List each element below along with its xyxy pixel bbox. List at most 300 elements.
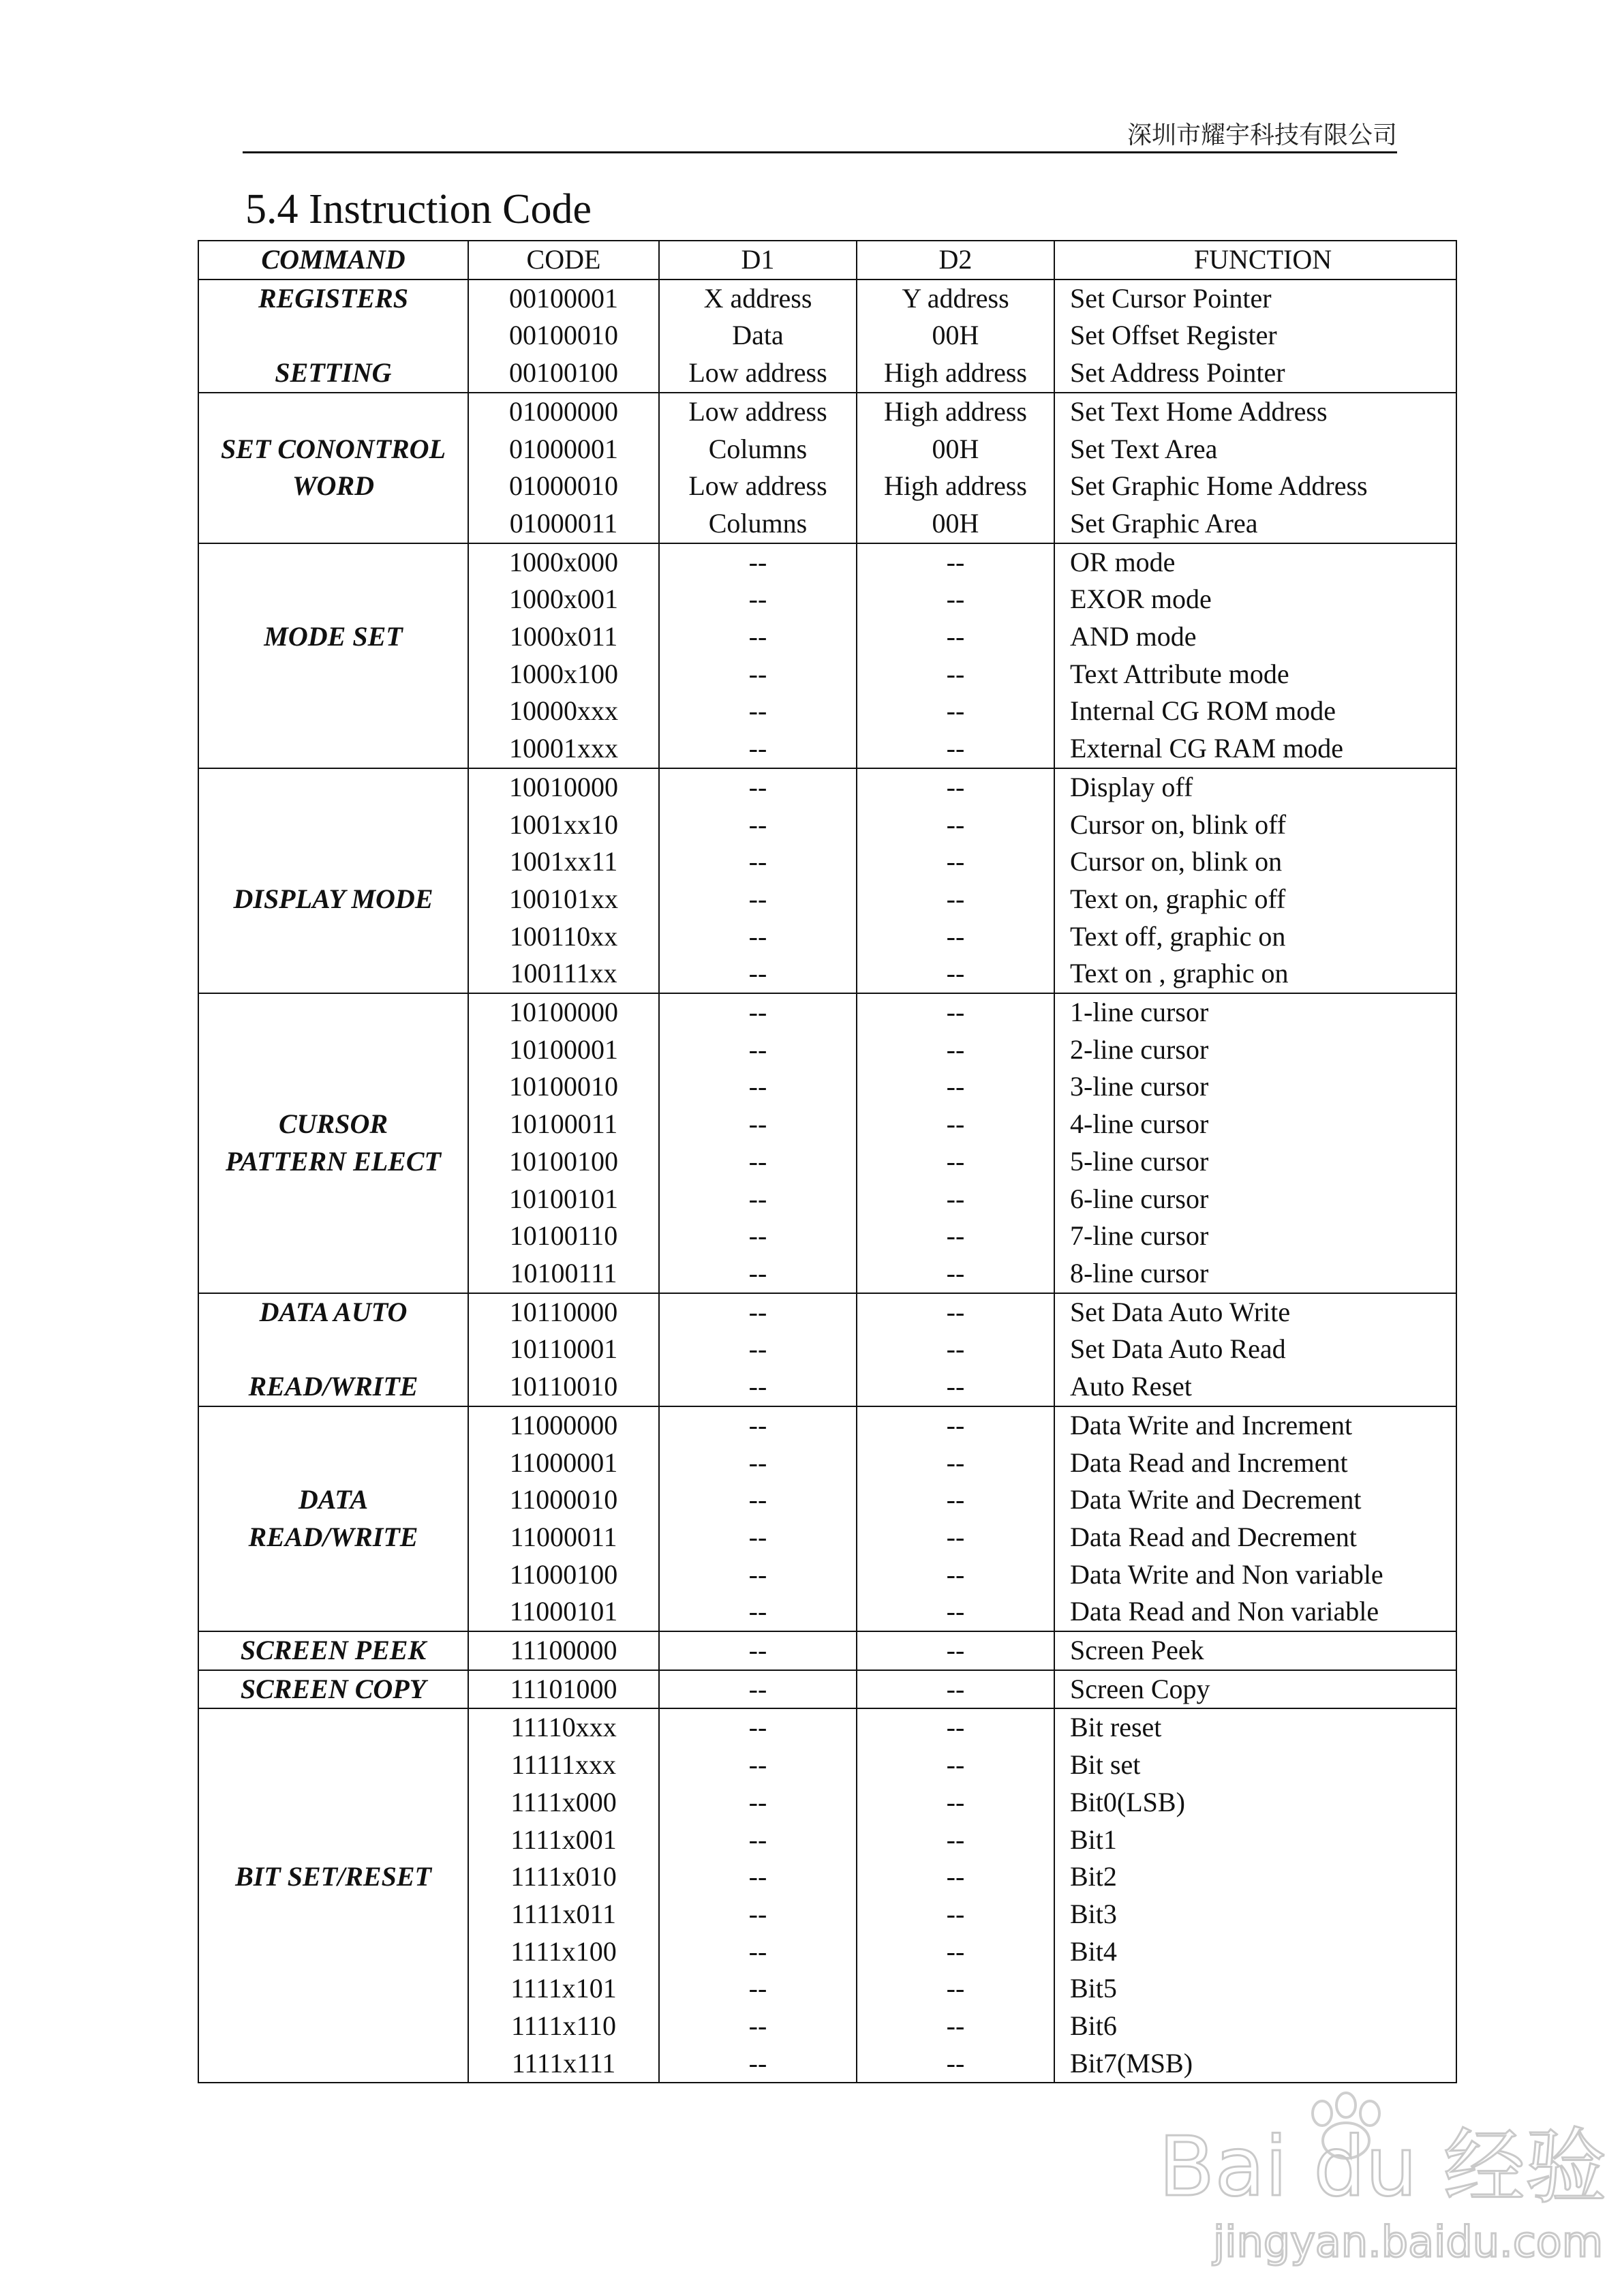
- d2-cell: --: [857, 1670, 1054, 1709]
- function-cell: Bit reset: [1054, 1708, 1456, 1747]
- table-row: [198, 393, 1456, 431]
- d2-cell: High address: [857, 468, 1054, 505]
- table-row: [198, 1519, 1456, 1556]
- table-row: [198, 1031, 1456, 1069]
- d1-cell: --: [659, 1031, 857, 1069]
- column-header-command: COMMAND: [198, 241, 468, 280]
- d2-cell: --: [857, 1218, 1054, 1255]
- d2-cell: --: [857, 1858, 1054, 1896]
- column-header-d2: D2: [857, 241, 1054, 280]
- d2-cell: --: [857, 918, 1054, 956]
- command-cell: [198, 1896, 468, 1933]
- function-cell: Set Data Auto Write: [1054, 1293, 1456, 1331]
- table-row: [198, 955, 1456, 993]
- function-cell: Screen Copy: [1054, 1670, 1456, 1709]
- function-cell: Text on , graphic on: [1054, 955, 1456, 993]
- command-cell: PATTERN ELECT: [198, 1143, 468, 1181]
- table-row: [198, 1368, 1456, 1406]
- command-cell: SCREEN PEEK: [198, 1631, 468, 1670]
- command-cell: [198, 1255, 468, 1293]
- table-row: [198, 1068, 1456, 1106]
- d2-cell: --: [857, 1031, 1054, 1069]
- function-cell: Data Write and Non variable: [1054, 1556, 1456, 1594]
- function-cell: Set Address Pointer: [1054, 354, 1456, 393]
- table-row: [198, 1933, 1456, 1971]
- d2-cell: --: [857, 1181, 1054, 1218]
- code-cell: 1001xx10: [468, 806, 659, 844]
- table-row: [198, 768, 1456, 806]
- command-cell: READ/WRITE: [198, 1368, 468, 1406]
- function-cell: Internal CG ROM mode: [1054, 693, 1456, 730]
- d1-cell: --: [659, 543, 857, 581]
- d1-cell: Data: [659, 317, 857, 354]
- table-row: [198, 806, 1456, 844]
- command-cell: [198, 768, 468, 806]
- table-row: [198, 693, 1456, 730]
- command-cell: [198, 543, 468, 581]
- function-cell: Bit2: [1054, 1858, 1456, 1896]
- code-cell: 10010000: [468, 768, 659, 806]
- function-cell: Bit0(LSB): [1054, 1784, 1456, 1822]
- function-cell: Set Text Home Address: [1054, 393, 1456, 431]
- d2-cell: --: [857, 1593, 1054, 1631]
- function-cell: 7-line cursor: [1054, 1218, 1456, 1255]
- d1-cell: --: [659, 1255, 857, 1293]
- function-cell: Text on, graphic off: [1054, 881, 1456, 918]
- d2-cell: --: [857, 1970, 1054, 2008]
- table-row: [198, 918, 1456, 956]
- d2-cell: --: [857, 1293, 1054, 1331]
- d1-cell: --: [659, 1784, 857, 1822]
- command-cell: SCREEN COPY: [198, 1670, 468, 1709]
- d1-cell: --: [659, 1896, 857, 1933]
- table-row: [198, 843, 1456, 881]
- command-cell: SETTING: [198, 354, 468, 393]
- code-cell: 1111x010: [468, 1858, 659, 1896]
- function-cell: Data Write and Increment: [1054, 1406, 1456, 1445]
- d2-cell: --: [857, 1896, 1054, 1933]
- function-cell: 6-line cursor: [1054, 1181, 1456, 1218]
- d2-cell: --: [857, 881, 1054, 918]
- code-cell: 1111x011: [468, 1896, 659, 1933]
- d2-cell: --: [857, 1406, 1054, 1445]
- command-cell: [198, 1331, 468, 1368]
- code-cell: 11111xxx: [468, 1747, 659, 1784]
- table-header-row: [198, 241, 1456, 280]
- code-cell: 11000011: [468, 1519, 659, 1556]
- command-cell: [198, 1784, 468, 1822]
- table-row: [198, 730, 1456, 768]
- d2-cell: --: [857, 543, 1054, 581]
- command-cell: [198, 2008, 468, 2045]
- command-cell: DATA AUTO: [198, 1293, 468, 1331]
- d1-cell: --: [659, 1106, 857, 1143]
- table-row: [198, 618, 1456, 656]
- command-cell: READ/WRITE: [198, 1519, 468, 1556]
- command-cell: [198, 1593, 468, 1631]
- table-row: [198, 1747, 1456, 1784]
- d2-cell: --: [857, 656, 1054, 693]
- code-cell: 100111xx: [468, 955, 659, 993]
- table-row: [198, 1784, 1456, 1822]
- function-cell: Bit1: [1054, 1822, 1456, 1859]
- d1-cell: X address: [659, 280, 857, 318]
- command-cell: [198, 2045, 468, 2083]
- function-cell: Set Data Auto Read: [1054, 1331, 1456, 1368]
- d1-cell: --: [659, 1708, 857, 1747]
- d1-cell: --: [659, 656, 857, 693]
- d1-cell: --: [659, 1406, 857, 1445]
- table-row: [198, 656, 1456, 693]
- function-cell: Text Attribute mode: [1054, 656, 1456, 693]
- code-cell: 10110001: [468, 1331, 659, 1368]
- table-row: [198, 1331, 1456, 1368]
- code-cell: 1001xx11: [468, 843, 659, 881]
- function-cell: AND mode: [1054, 618, 1456, 656]
- table-row: [198, 354, 1456, 393]
- table-row: [198, 1822, 1456, 1859]
- d2-cell: --: [857, 1519, 1054, 1556]
- d1-cell: --: [659, 1181, 857, 1218]
- d1-cell: Low address: [659, 468, 857, 505]
- d2-cell: --: [857, 2008, 1054, 2045]
- d1-cell: Low address: [659, 393, 857, 431]
- d1-cell: --: [659, 1858, 857, 1896]
- table-row: [198, 881, 1456, 918]
- d1-cell: --: [659, 1218, 857, 1255]
- command-cell: [198, 1218, 468, 1255]
- d2-cell: --: [857, 1933, 1054, 1971]
- command-cell: MODE SET: [198, 618, 468, 656]
- d2-cell: --: [857, 993, 1054, 1031]
- d1-cell: Columns: [659, 431, 857, 468]
- table-row: [198, 1445, 1456, 1482]
- d1-cell: --: [659, 1670, 857, 1709]
- d1-cell: --: [659, 1822, 857, 1859]
- d2-cell: --: [857, 1068, 1054, 1106]
- d1-cell: --: [659, 1970, 857, 2008]
- table-row: [198, 543, 1456, 581]
- code-cell: 01000000: [468, 393, 659, 431]
- code-cell: 1111x001: [468, 1822, 659, 1859]
- code-cell: 11000010: [468, 1481, 659, 1519]
- function-cell: Set Cursor Pointer: [1054, 280, 1456, 318]
- command-cell: WORD: [198, 468, 468, 505]
- d2-cell: --: [857, 1106, 1054, 1143]
- code-cell: 1111x101: [468, 1970, 659, 2008]
- code-cell: 1000x100: [468, 656, 659, 693]
- d1-cell: --: [659, 2045, 857, 2083]
- function-cell: Bit6: [1054, 2008, 1456, 2045]
- function-cell: Set Offset Register: [1054, 317, 1456, 354]
- d1-cell: --: [659, 768, 857, 806]
- command-cell: [198, 1068, 468, 1106]
- d1-cell: Low address: [659, 354, 857, 393]
- d1-cell: --: [659, 1143, 857, 1181]
- table-row: [198, 1631, 1456, 1670]
- d1-cell: --: [659, 730, 857, 768]
- d1-cell: --: [659, 918, 857, 956]
- table-row: [198, 317, 1456, 354]
- d1-cell: --: [659, 1631, 857, 1670]
- d1-cell: --: [659, 1747, 857, 1784]
- function-cell: 1-line cursor: [1054, 993, 1456, 1031]
- d1-cell: --: [659, 2008, 857, 2045]
- command-cell: [198, 1933, 468, 1971]
- d2-cell: --: [857, 1143, 1054, 1181]
- command-cell: [198, 993, 468, 1031]
- d2-cell: --: [857, 806, 1054, 844]
- code-cell: 10100110: [468, 1218, 659, 1255]
- code-cell: 01000011: [468, 505, 659, 543]
- code-cell: 10100100: [468, 1143, 659, 1181]
- command-cell: [198, 581, 468, 618]
- code-cell: 11000100: [468, 1556, 659, 1594]
- function-cell: 4-line cursor: [1054, 1106, 1456, 1143]
- d1-cell: --: [659, 581, 857, 618]
- table-row: [198, 1708, 1456, 1747]
- table-row: [198, 468, 1456, 505]
- d2-cell: --: [857, 730, 1054, 768]
- d2-cell: --: [857, 2045, 1054, 2083]
- d2-cell: --: [857, 1822, 1054, 1859]
- code-cell: 10001xxx: [468, 730, 659, 768]
- d2-cell: --: [857, 1368, 1054, 1406]
- code-cell: 00100010: [468, 317, 659, 354]
- function-cell: 5-line cursor: [1054, 1143, 1456, 1181]
- function-cell: Cursor on, blink on: [1054, 843, 1456, 881]
- command-cell: [198, 505, 468, 543]
- code-cell: 11110xxx: [468, 1708, 659, 1747]
- d1-cell: --: [659, 1293, 857, 1331]
- column-header-code: CODE: [468, 241, 659, 280]
- header-divider: [243, 151, 1397, 153]
- table-row: [198, 280, 1456, 318]
- d2-cell: --: [857, 843, 1054, 881]
- table-row: [198, 505, 1456, 543]
- command-cell: REGISTERS: [198, 280, 468, 318]
- table-row: [198, 1593, 1456, 1631]
- code-cell: 10100001: [468, 1031, 659, 1069]
- command-cell: [198, 1445, 468, 1482]
- command-cell: CURSOR: [198, 1106, 468, 1143]
- code-cell: 01000001: [468, 431, 659, 468]
- command-cell: BIT SET/RESET: [198, 1858, 468, 1896]
- table-row: [198, 1858, 1456, 1896]
- function-cell: Bit4: [1054, 1933, 1456, 1971]
- code-cell: 1111x110: [468, 2008, 659, 2045]
- table-row: [198, 1406, 1456, 1445]
- function-cell: Set Graphic Home Address: [1054, 468, 1456, 505]
- code-cell: 1000x000: [468, 543, 659, 581]
- d2-cell: --: [857, 1481, 1054, 1519]
- table-row: [198, 1181, 1456, 1218]
- command-cell: [198, 1181, 468, 1218]
- command-cell: [198, 806, 468, 844]
- d2-cell: --: [857, 581, 1054, 618]
- code-cell: 01000010: [468, 468, 659, 505]
- d2-cell: --: [857, 1556, 1054, 1594]
- d2-cell: --: [857, 768, 1054, 806]
- function-cell: 2-line cursor: [1054, 1031, 1456, 1069]
- d1-cell: --: [659, 1556, 857, 1594]
- d1-cell: --: [659, 618, 857, 656]
- d1-cell: --: [659, 1331, 857, 1368]
- code-cell: 1000x001: [468, 581, 659, 618]
- command-cell: [198, 955, 468, 993]
- function-cell: EXOR mode: [1054, 581, 1456, 618]
- code-cell: 10100010: [468, 1068, 659, 1106]
- table-row: [198, 1218, 1456, 1255]
- code-cell: 100101xx: [468, 881, 659, 918]
- code-cell: 11000000: [468, 1406, 659, 1445]
- baidu-jingyan-watermark: [1145, 2072, 1607, 2277]
- code-cell: 00100100: [468, 354, 659, 393]
- code-cell: 1000x011: [468, 618, 659, 656]
- function-cell: Data Read and Increment: [1054, 1445, 1456, 1482]
- function-cell: Data Read and Non variable: [1054, 1593, 1456, 1631]
- command-cell: [198, 1970, 468, 2008]
- command-cell: [198, 1031, 468, 1069]
- function-cell: Data Read and Decrement: [1054, 1519, 1456, 1556]
- function-cell: External CG RAM mode: [1054, 730, 1456, 768]
- header-company-name: 深圳市耀宇科技有限公司: [1127, 121, 1397, 149]
- command-cell: DATA: [198, 1481, 468, 1519]
- d2-cell: High address: [857, 354, 1054, 393]
- command-cell: [198, 1556, 468, 1594]
- d1-cell: --: [659, 1445, 857, 1482]
- table-row: [198, 993, 1456, 1031]
- table-row: [198, 1293, 1456, 1331]
- command-cell: DISPLAY MODE: [198, 881, 468, 918]
- d2-cell: --: [857, 618, 1054, 656]
- table-row: [198, 2008, 1456, 2045]
- function-cell: Set Graphic Area: [1054, 505, 1456, 543]
- command-cell: [198, 693, 468, 730]
- table-row: [198, 1556, 1456, 1594]
- code-cell: 00100001: [468, 280, 659, 318]
- d2-cell: --: [857, 1784, 1054, 1822]
- function-cell: Bit3: [1054, 1896, 1456, 1933]
- command-cell: [198, 393, 468, 431]
- command-cell: [198, 1822, 468, 1859]
- d1-cell: --: [659, 1481, 857, 1519]
- code-cell: 10100101: [468, 1181, 659, 1218]
- code-cell: 10000xxx: [468, 693, 659, 730]
- table-row: [198, 431, 1456, 468]
- d1-cell: --: [659, 1368, 857, 1406]
- d1-cell: --: [659, 806, 857, 844]
- column-header-d1: D1: [659, 241, 857, 280]
- command-cell: [198, 656, 468, 693]
- function-cell: Screen Peek: [1054, 1631, 1456, 1670]
- function-cell: Bit5: [1054, 1970, 1456, 2008]
- code-cell: 11000101: [468, 1593, 659, 1631]
- table-row: [198, 1143, 1456, 1181]
- function-cell: Set Text Area: [1054, 431, 1456, 468]
- table-row: [198, 1255, 1456, 1293]
- code-cell: 11101000: [468, 1670, 659, 1709]
- d1-cell: --: [659, 1933, 857, 1971]
- d2-cell: --: [857, 1445, 1054, 1482]
- code-cell: 10110000: [468, 1293, 659, 1331]
- d2-cell: 00H: [857, 317, 1054, 354]
- code-cell: 10100011: [468, 1106, 659, 1143]
- watermark-url: jingyan.baidu.com: [1213, 2217, 1604, 2267]
- d2-cell: 00H: [857, 431, 1054, 468]
- d1-cell: Columns: [659, 505, 857, 543]
- function-cell: Auto Reset: [1054, 1368, 1456, 1406]
- d2-cell: --: [857, 1331, 1054, 1368]
- function-cell: Bit7(MSB): [1054, 2045, 1456, 2083]
- command-cell: [198, 317, 468, 354]
- command-cell: SET CONONTROL: [198, 431, 468, 468]
- column-header-function: FUNCTION: [1054, 241, 1456, 280]
- command-cell: [198, 1708, 468, 1747]
- d1-cell: --: [659, 1068, 857, 1106]
- d1-cell: --: [659, 1593, 857, 1631]
- function-cell: 8-line cursor: [1054, 1255, 1456, 1293]
- d2-cell: --: [857, 1747, 1054, 1784]
- function-cell: Cursor on, blink off: [1054, 806, 1456, 844]
- function-cell: Text off, graphic on: [1054, 918, 1456, 956]
- d2-cell: --: [857, 1255, 1054, 1293]
- d1-cell: --: [659, 955, 857, 993]
- table-row: [198, 1970, 1456, 2008]
- command-cell: [198, 1406, 468, 1445]
- d2-cell: --: [857, 1708, 1054, 1747]
- d2-cell: --: [857, 1631, 1054, 1670]
- d1-cell: --: [659, 843, 857, 881]
- code-cell: 100110xx: [468, 918, 659, 956]
- code-cell: 10100111: [468, 1255, 659, 1293]
- function-cell: Data Write and Decrement: [1054, 1481, 1456, 1519]
- code-cell: 11000001: [468, 1445, 659, 1482]
- watermark-brand: Bai du 经验: [1159, 2120, 1607, 2215]
- instruction-code-table: [198, 240, 1457, 2083]
- code-cell: 11100000: [468, 1631, 659, 1670]
- section-title: 5.4 Instruction Code: [245, 186, 592, 232]
- function-cell: Bit set: [1054, 1747, 1456, 1784]
- code-cell: 1111x000: [468, 1784, 659, 1822]
- d2-cell: --: [857, 955, 1054, 993]
- d1-cell: --: [659, 993, 857, 1031]
- d1-cell: --: [659, 881, 857, 918]
- table-row: [198, 1481, 1456, 1519]
- code-cell: 1111x111: [468, 2045, 659, 2083]
- d2-cell: --: [857, 693, 1054, 730]
- command-cell: [198, 843, 468, 881]
- table-row: [198, 1106, 1456, 1143]
- code-cell: 10110010: [468, 1368, 659, 1406]
- code-cell: 1111x100: [468, 1933, 659, 1971]
- d1-cell: --: [659, 1519, 857, 1556]
- d1-cell: --: [659, 693, 857, 730]
- d2-cell: Y address: [857, 280, 1054, 318]
- d2-cell: 00H: [857, 505, 1054, 543]
- function-cell: Display off: [1054, 768, 1456, 806]
- function-cell: OR mode: [1054, 543, 1456, 581]
- table-row: [198, 581, 1456, 618]
- table-row: [198, 1896, 1456, 1933]
- command-cell: [198, 1747, 468, 1784]
- table-row: [198, 1670, 1456, 1709]
- command-cell: [198, 918, 468, 956]
- command-cell: [198, 730, 468, 768]
- function-cell: 3-line cursor: [1054, 1068, 1456, 1106]
- code-cell: 10100000: [468, 993, 659, 1031]
- d2-cell: High address: [857, 393, 1054, 431]
